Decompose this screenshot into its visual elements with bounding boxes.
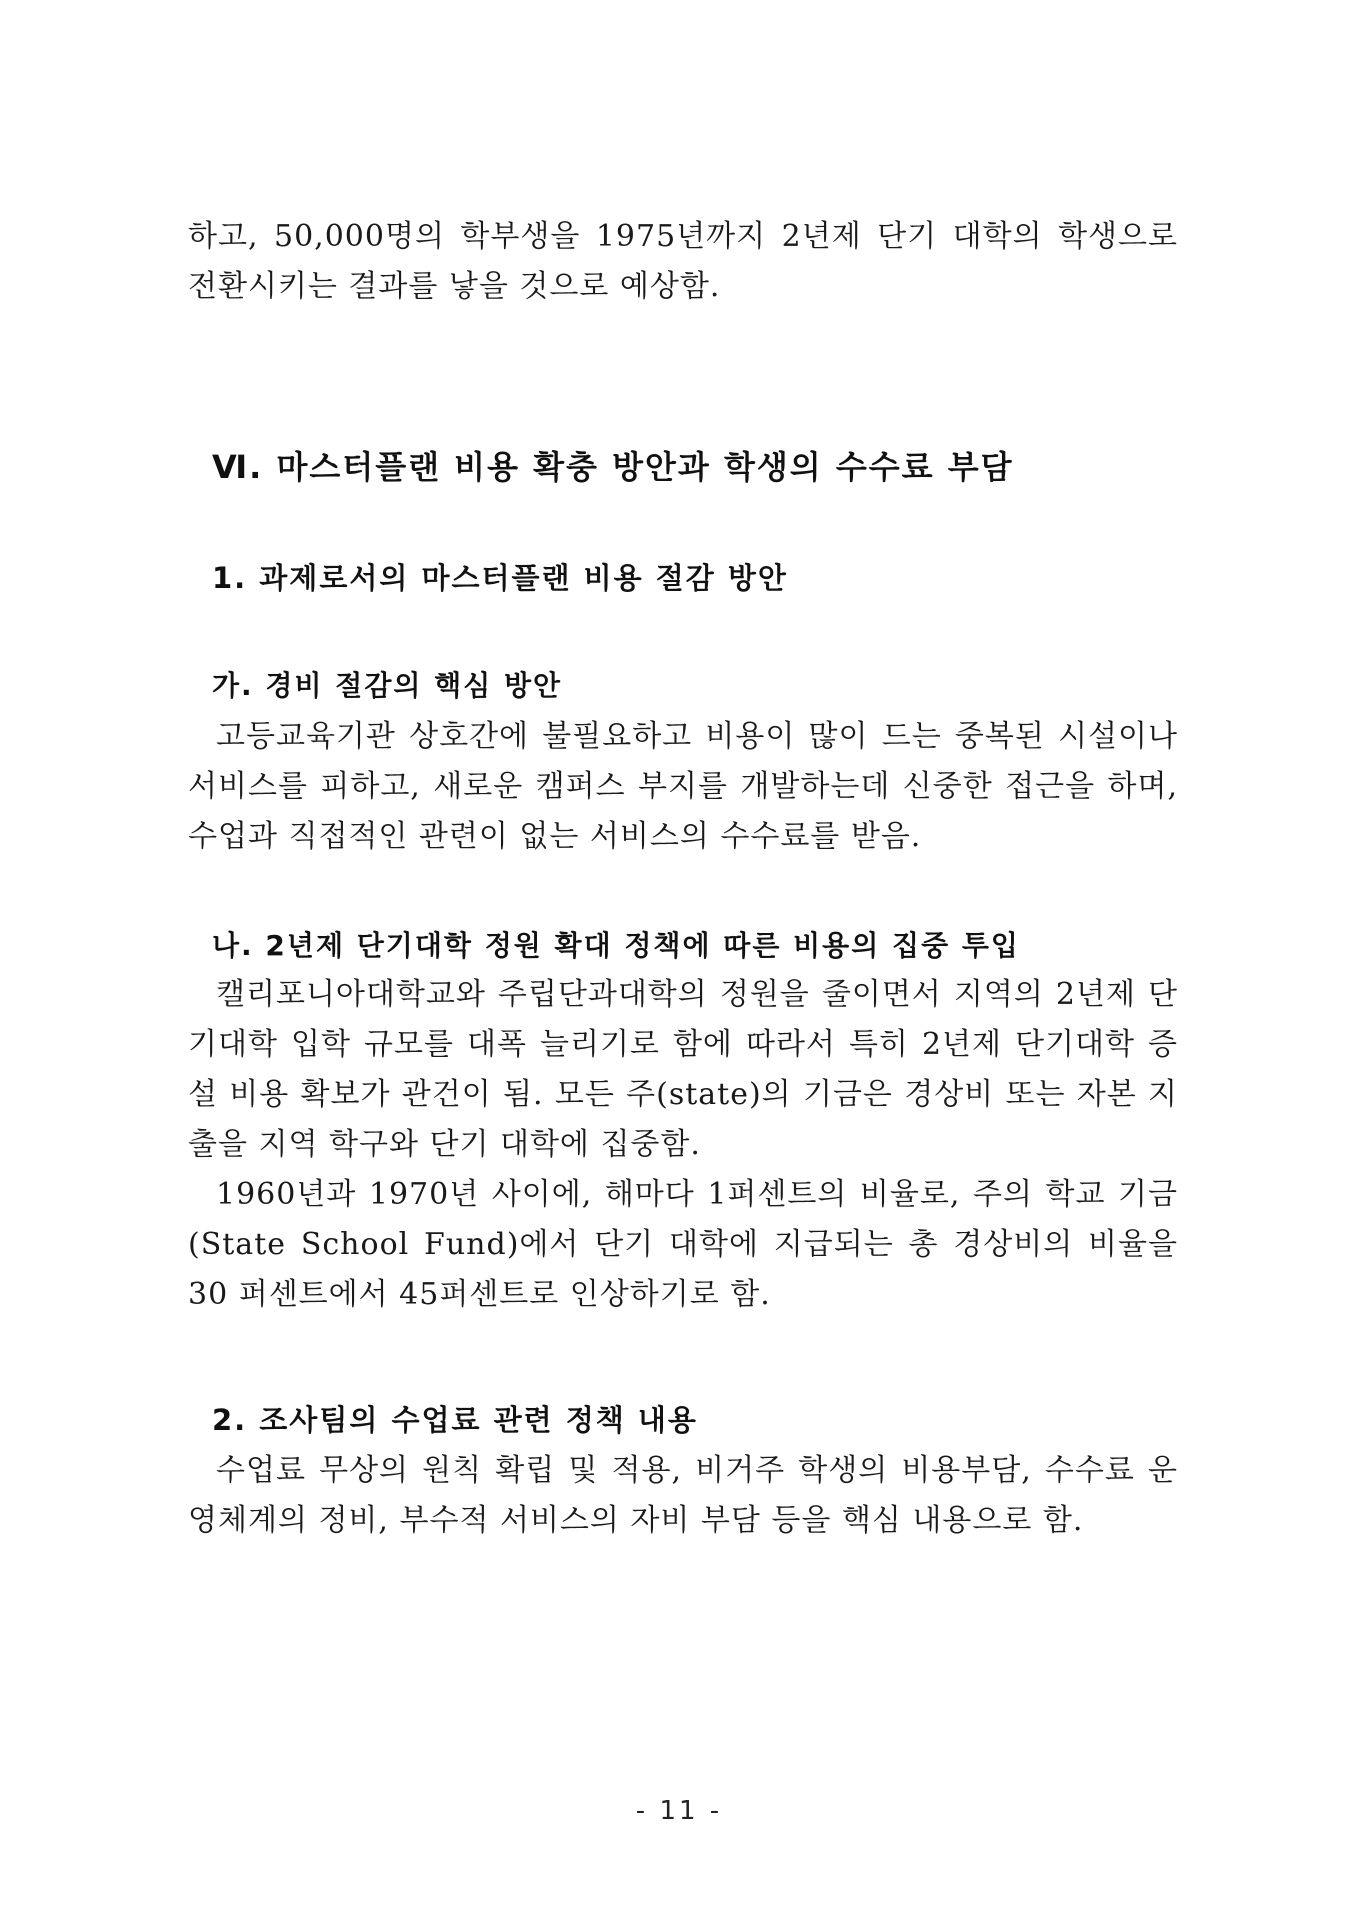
paragraph-continuation: 하고, 50,000명의 학부생을 1975년까지 2년제 단기 대학의 학생으로 전환시키는 결과를 낳을 것으로 예상함. (188, 219, 1178, 304)
paragraph-cost-saving: 고등교육기관 상호간에 불필요하고 비용이 많이 드는 중복된 시설이나 서비스를 피하고, 새로운 캠퍼스 부지를 개발하는데 신중한 접근을 하며, 수업과 직접적인 관련이 없는 서비스의 수수료를 받음. (188, 719, 1179, 854)
paragraph-tuition-policy: 수업료 무상의 원칙 확립 및 적용, 비거주 학생의 비용부담, 수수료 운영체계의 정비, 부수적 서비스의 자비 부담 등을 핵심 내용으로 함. (188, 1453, 1178, 1538)
paragraph-state-school-fund: 1960년과 1970년 사이에, 해마다 1퍼센트의 비율로, 주의 학교 기금 (State School Fund)에서 단기 대학에 지급되는 총 경상비의 비율을 30 퍼센트에서 45퍼센트로 인상하기로 함. (188, 1177, 1178, 1312)
section-heading-2: 2. 조사팀의 수업료 관련 정책 내용 (212, 1403, 698, 1437)
paragraph-junior-college-expansion: 캘리포니아대학교와 주립단과대학의 정원을 줄이면서 지역의 2년제 단기대학 입학 규모를 대폭 늘리기로 함에 따라서 특히 2년제 단기대학 증설 비용 확보가 관건이 됨. 모든 주(state)의 기금은 경상비 또는 자본 지출을 지역 학구와 단기 대학에 집중함. (188, 977, 1178, 1162)
subsection-heading-b: 나. 2년제 단기대학 정원 확대 정책에 따른 비용의 집중 투입 (212, 929, 1020, 962)
subsection-heading-a: 가. 경비 절감의 핵심 방안 (212, 669, 563, 702)
chapter-heading: Ⅵ. 마스터플랜 비용 확충 방안과 학생의 수수료 부담 (212, 448, 1014, 486)
page-number: - 11 - (635, 1796, 723, 1826)
section-heading-1: 1. 과제로서의 마스터플랜 비용 절감 방안 (212, 561, 788, 595)
